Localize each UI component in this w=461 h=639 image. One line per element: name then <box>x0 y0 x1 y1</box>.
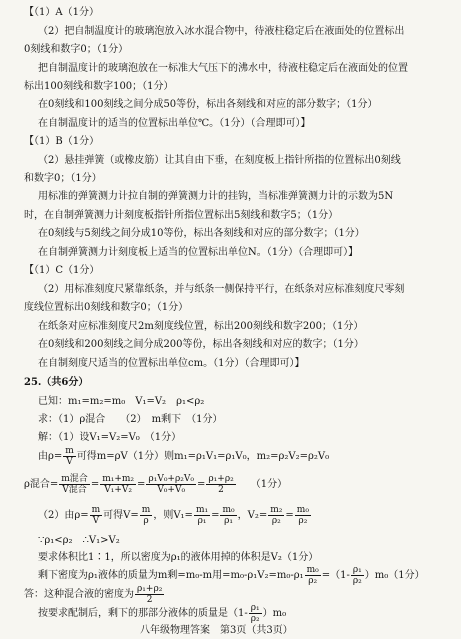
fraction: $\frac{\text{m₀}}{\text{ρ₂}}$ <box>306 565 319 586</box>
fraction: $\frac{\text{ρ₁}}{\text{ρ₂}}$ <box>250 603 260 624</box>
solution-line: 要求体积比1∶1，所以密度为ρ₁的液体用掉的体积是V₂（1分） <box>38 552 319 563</box>
answer-line: （2）用标准刻度尺紧靠纸条，并与纸条一侧保持平行，在纸条对应标准刻度尺零刻 <box>38 284 405 295</box>
answer-line: 在自制弹簧测力计刻度板上适当的位置标出单位N。（1分）（合理即可）】 <box>38 247 359 258</box>
fraction: $\frac{m}{V}$ <box>65 446 74 467</box>
fraction: $\frac{m}{\rho}$ <box>141 505 151 526</box>
fraction: $\frac{\text{m₁+m₂}}{\text{V₁+V₂}}$ <box>102 474 135 495</box>
answer-line: 把自制温度计的玻璃泡放在一标准大气压下的沸水中，待液柱稳定后在液面处的位置 <box>38 63 408 74</box>
fraction: $\frac{\text{m₁}}{\text{ρ₁}}$ <box>195 505 209 526</box>
fraction: $\frac{\text{ρ₁+ρ₂}}{2}$ <box>208 474 234 495</box>
answer-line: 标出100刻线和数字100；（1分） <box>24 81 174 92</box>
known-line: 已知：m₁=m₂=m₀ V₁=V₂ ρ₁<ρ₂ <box>38 396 205 407</box>
answer-line: 在0刻线与5刻线之间分成10等份，标出各刻线和对应的部分数字；（1分） <box>38 228 365 239</box>
find-line: 求：（1）ρ混合 （2） m剩下 （1分） <box>38 414 223 425</box>
equation-line: ρ混合= $\frac{\text{m混合}}{\text{V混合}}$ = $\frac{\text{m₁+m₂}}{\text{V₁+V₂}}$ = $\frac{\text{ρ₁V₀+ρ₂V₀}}{\text{V₀+V₀}}$ = $\frac{\text{ρ₁+ρ₂}}{2}$ （1分） <box>24 474 288 495</box>
answer-line: 在纸条对应标准刻度尺2m刻度线位置，标出200刻线和数字200；（1分） <box>38 321 364 332</box>
fraction: $\frac{\text{m₀}}{\text{ρ₁}}$ <box>222 505 235 526</box>
fraction: $\frac{\text{ρ₁}}{\text{ρ₂}}$ <box>352 565 362 586</box>
answer-line: （2）把自制温度计的玻璃泡放入冰水混合物中，待液柱稳定后在液面处的位置标出 <box>38 26 405 37</box>
answer-line: 按要求配制后，剩下的那部分液体的质量是（1- $\frac{\text{ρ₁}}{\text{ρ₂}}$ ）m₀ <box>38 603 287 624</box>
answer-line: 在自制刻度尺适当的位置标出单位cm。（1分）（合理即可）】 <box>38 358 305 369</box>
answer-line: 【（1）B（1分） <box>24 136 100 147</box>
equation-line: 由ρ= $\frac{m}{V}$ 可得m=ρV（1分）则m₁=ρ₁V₁=ρ₁V₀，m₂=ρ₂V₂=ρ₂V₀ <box>38 446 330 467</box>
equation-line: （2）由ρ= $\frac{m}{V}$ 可得V= $\frac{m}{\rho}$ ，则V₁= $\frac{\text{m₁}}{\text{ρ₁}}$ = $\frac{\text{m₀}}{\text{ρ₁}}$ ，V₂= $\frac{\text{m₂}}{\text{ρ₂}}$ = $\frac{\text{m₀}}{\text{ρ₂}}$ <box>38 505 309 526</box>
answer-line: 和数字0；（1分） <box>24 173 102 184</box>
answer-line: 在0刻线和100刻线之间分成50等份，标出各刻线和对应的部分数字；（1分） <box>38 99 378 110</box>
answer-line: 0刻线和数字0；（1分） <box>24 44 129 55</box>
answer-line: 【（1）C（1分） <box>24 265 100 276</box>
question-number: 25.（共6分） <box>24 377 89 388</box>
comparison-line: ∵ρ₁<ρ₂ ∴V₁>V₂ <box>38 535 120 546</box>
fraction: $\frac{\text{m混合}}{\text{V混合}}$ <box>61 474 88 495</box>
equation-line: 剩下密度为ρ₁液体的质量为m剩=m₀-m用=m₀-ρ₁V₂=m₀-ρ₁ $\frac{\text{m₀}}{\text{ρ₂}}$ =（1- $\frac{\text{ρ₁}}{\text{ρ₂}}$ ）m₀（1分） <box>38 565 425 586</box>
answer-line: 用标准的弹簧测力计拉自制的弹簧测力计的挂钩，当标准弹簧测力计的示数为5N <box>38 191 394 202</box>
answer-line: 时，在自制弹簧测力计刻度板指针所指位置标出5刻线和数字5；（1分） <box>24 210 339 221</box>
page-footer: 八年级物理答案 第3页（共3页） <box>140 625 293 636</box>
fraction: $\frac{\text{ρ₁V₀+ρ₂V₀}}{\text{V₀+V₀}}$ <box>148 474 194 495</box>
answer-line: 度线位置标出0刻线和数字0；（1分） <box>24 302 189 313</box>
fraction: $\frac{\text{ρ₁+ρ₂}}{2}$ <box>137 584 163 605</box>
fraction: $\frac{\text{m₂}}{\text{ρ₂}}$ <box>270 505 283 526</box>
answer-line: 答：这种混合液的密度为 $\frac{\text{ρ₁+ρ₂}}{2}$ <box>24 584 163 605</box>
answer-line: （2）悬挂弹簧（或橡皮筋）让其自由下垂，在刻度板上指针所指的位置标出0刻线 <box>38 155 401 166</box>
answer-line: 【（1）A（1分） <box>24 7 99 18</box>
answer-line: 在0刻线和200刻线之间分成200等份，标出各刻线和对应的数字；（1分） <box>38 339 364 350</box>
fraction: $\frac{\text{m₀}}{\text{ρ₂}}$ <box>296 505 309 526</box>
fraction: $\frac{m}{V}$ <box>91 505 101 526</box>
solution-line: 解：（1）设V₁=V₂=V₀ （1分） <box>38 432 182 443</box>
answer-line: 在自制温度计的适当的位置标出单位℃。（1分）（合理即可）】 <box>38 118 311 129</box>
